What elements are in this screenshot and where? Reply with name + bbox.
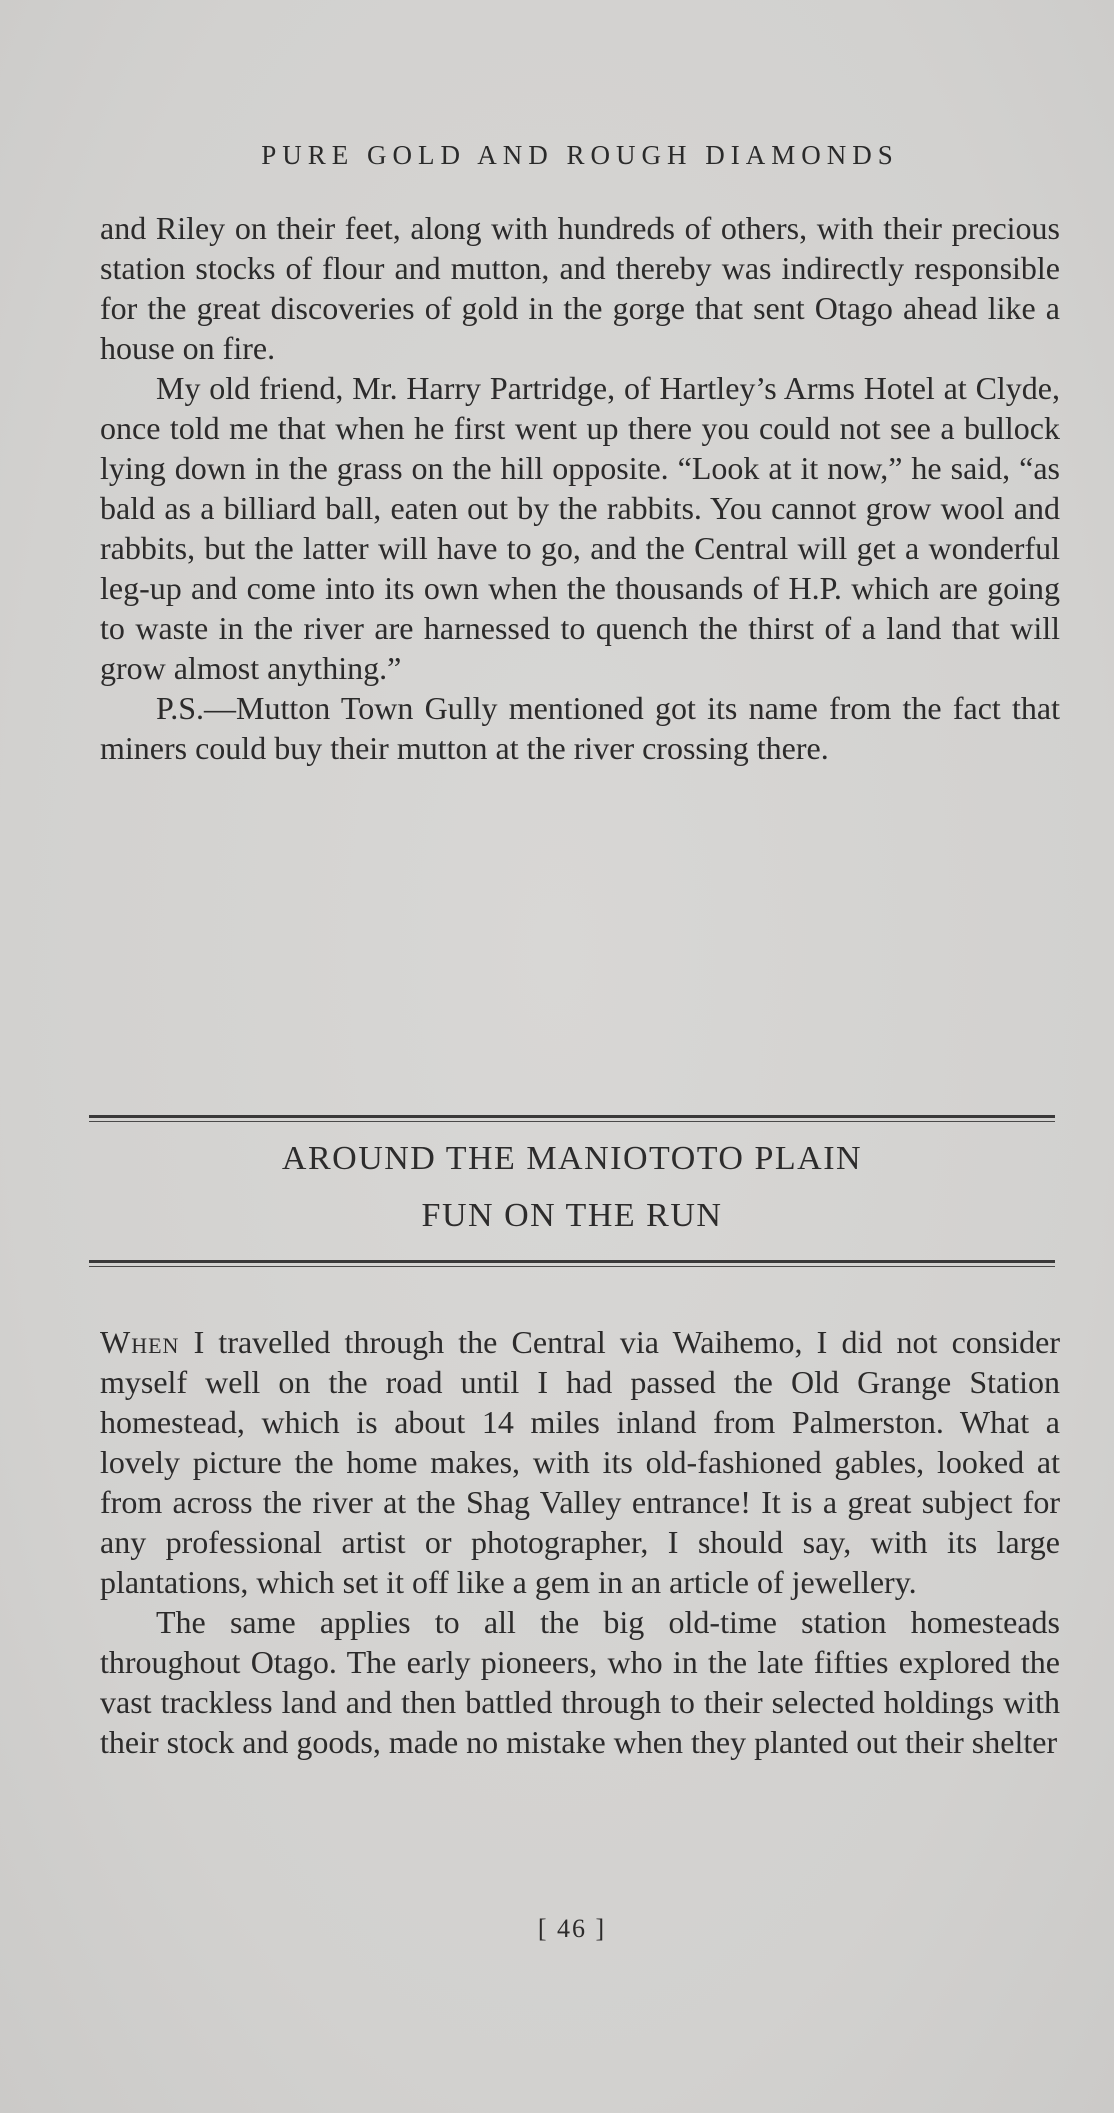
page-number: [ 46 ] — [537, 1914, 607, 1943]
paragraph-postscript: P.S.—Mutton Town Gully mentioned got its name from the fact that miners could buy their mutton at the river crossing there. — [100, 690, 1060, 766]
section-two-text — [100, 1322, 1060, 1762]
paragraph-continuation: and Riley on their feet, along with hundreds of others, with their precious station stocks of flour and mutton, and thereby was indirectly responsible for the great discoveries of gold in the gorge that sent Otago ahead like a house on fire. — [100, 210, 1060, 366]
lead-word: When — [100, 1324, 180, 1360]
chapter-title: AROUND THE MANIOTOTO PLAIN — [281, 1140, 863, 1177]
chapter-subtitle: FUN ON THE RUN — [421, 1197, 723, 1234]
paragraph-opening — [100, 1322, 1060, 1602]
paragraph-opening-body: I travelled through the Central via Waihemo, I did not consider myself well on the road until I had passed the Old Grange Station homestead, which is about 14 miles inland from Palmerston. What a lovely picture the home makes, with its old-fashioned gables, looked at from across the river at the Shag Valley entrance! It is a great subject for any professional artist or photographer, I should say, with its large plantations, which set it off like a gem in an article of jewellery. — [100, 1324, 1060, 1600]
running-head: PURE GOLD AND ROUGH DIAMONDS — [261, 140, 899, 170]
paragraph-homesteads: The same applies to all the big old-time station homesteads throughout Otago. The early pioneers, who in the late fifties explored the vast trackless land and then battled through to their selected holdings with their stock and goods, made no mistake when they planted out their shelter — [100, 1604, 1060, 1760]
paragraph-partridge: My old friend, Mr. Harry Partridge, of Hartley’s Arms Hotel at Clyde, once told me that when he first went up there you could not see a bullock lying down in the grass on the hill opposite. “Look at it now,” he said, “as bald as a billiard ball, eaten out by the rabbits. You cannot grow wool and rabbits, but the latter will have to go, and the Central will get a wonderful leg-up and come into its own when the thousands of H.P. which are going to waste in the river are harnessed to quench the thirst of a land that will grow almost anything.” — [100, 370, 1060, 686]
chapter-top-rule-thin — [89, 1121, 1055, 1122]
chapter-bottom-rule-thin — [89, 1266, 1055, 1267]
chapter-top-rule — [89, 1115, 1055, 1118]
chapter-bottom-rule — [89, 1260, 1055, 1263]
section-one-text — [100, 208, 1060, 768]
